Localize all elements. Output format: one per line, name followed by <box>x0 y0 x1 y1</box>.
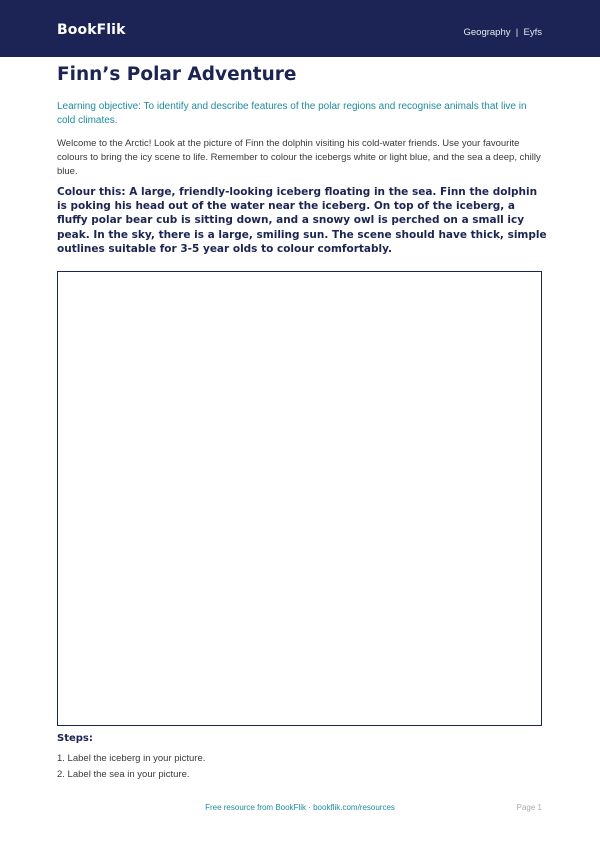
subject-label: Geography | Eyfs <box>463 27 542 38</box>
learning-objective: Learning objective: To identify and describe features of the polar regions and recognise animals that live in cold climates. <box>57 101 527 126</box>
list-item: 1. Label the iceberg in your picture. <box>57 753 206 764</box>
page-number: Page 1 <box>516 803 542 812</box>
steps-list <box>57 751 205 783</box>
header-bar <box>0 0 600 57</box>
footer-credit-link[interactable]: Free resource from BookFlik · bookflik.com/resources <box>205 803 395 812</box>
colouring-area[interactable] <box>57 271 542 726</box>
brand-logo[interactable]: BookFlik <box>57 22 126 38</box>
intro-text: Welcome to the Arctic! Look at the picture of Finn the dolphin visiting his cold-water friends. Use your favourite colours to bring the icy scene to life. Remember to colour the icebergs white or light blue, and the sea a deep, chilly blue. <box>57 138 541 177</box>
page-title: Finn’s Polar Adventure <box>57 64 297 85</box>
steps-heading: Steps: <box>57 733 93 744</box>
colour-prompt: Colour this: A large, friendly-looking iceberg floating in the sea. Finn the dolphin is poking his head out of the water near the iceberg. On top of the iceberg, a fluffy polar bear cub is sitting down, and a snowy owl is perched on a small icy peak. In the sky, there is a large, smiling sun. The scene should have thick, simple outlines suitable for 3-5 year olds to colour comfortably. <box>57 186 547 255</box>
list-item: 2. Label the sea in your picture. <box>57 769 190 780</box>
